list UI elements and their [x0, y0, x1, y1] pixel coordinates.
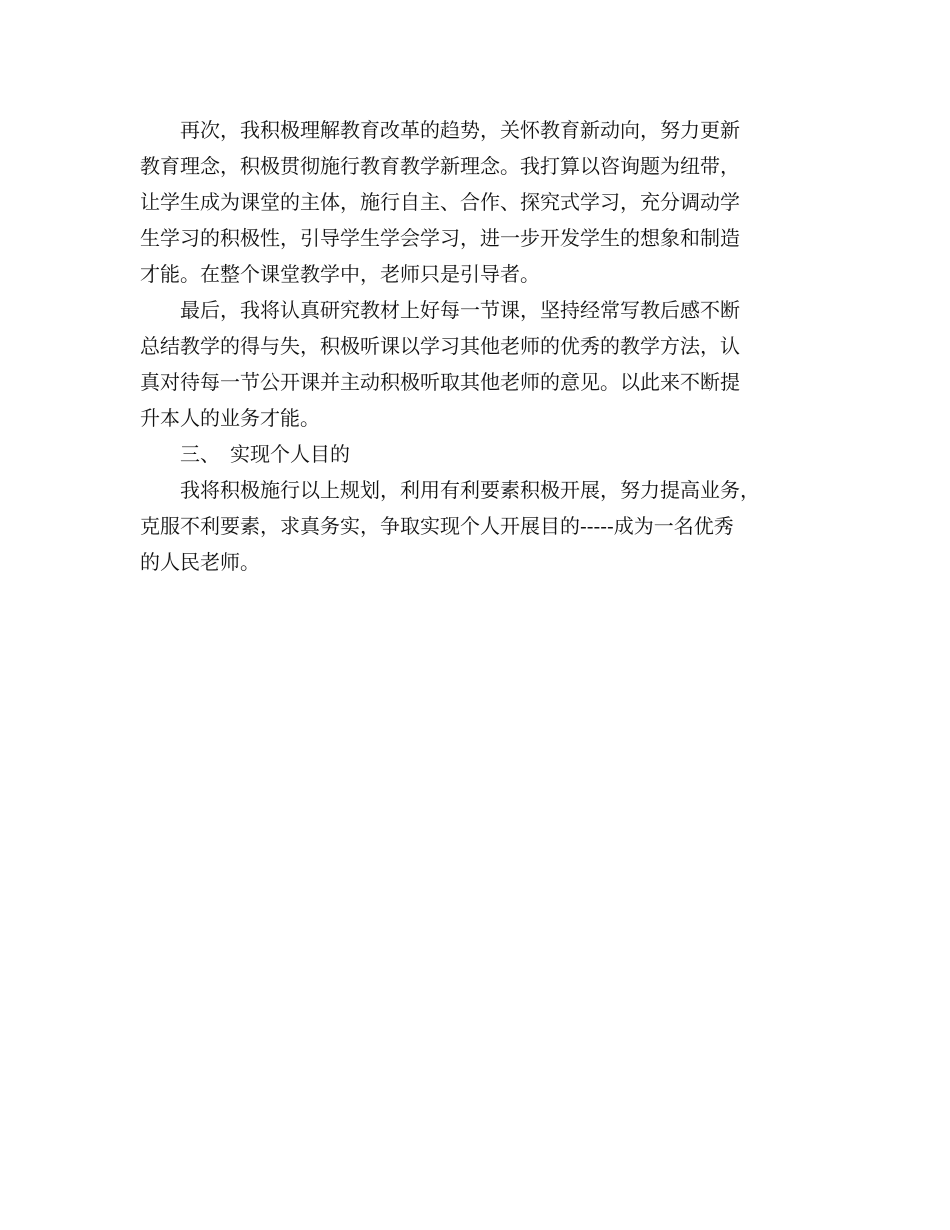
text-line: 教育理念，积极贯彻施行教育教学新理念。我打算以咨询题为纽带，: [140, 154, 740, 178]
paragraph-teaching-study: [140, 292, 820, 436]
text-line: 才能。在整个课堂教学中，老师只是引导者。: [140, 262, 540, 286]
text-line: 我将积极施行以上规划，利用有利要素积极开展，努力提高业务，: [180, 478, 760, 502]
paragraph-personal-goal: [140, 472, 820, 580]
text-line: 再次，我积极理解教育改革的趋势，关怀教育新动向，努力更新: [180, 118, 740, 142]
heading-text: 三、 实现个人目的: [180, 442, 350, 466]
paragraph-education-reform: [140, 112, 820, 292]
text-line: 克服不利要素，求真务实，争取实现个人开展目的-----成为一名优秀: [140, 514, 734, 538]
section-heading: [140, 436, 820, 472]
text-line: 真对待每一节公开课并主动积极听取其他老师的意见。以此来不断提: [140, 370, 740, 394]
text-line: 让学生成为课堂的主体，施行自主、合作、探究式学习，充分调动学: [140, 190, 740, 214]
text-line: 总结教学的得与失，积极听课以学习其他老师的优秀的教学方法，认: [140, 334, 740, 358]
text-line: 升本人的业务才能。: [140, 406, 320, 430]
text-line: 的人民老师。: [140, 550, 260, 574]
text-line: 生学习的积极性，引导学生学会学习，进一步开发学生的想象和制造: [140, 226, 740, 250]
document-body: [140, 112, 820, 580]
text-line: 最后，我将认真研究教材上好每一节课，坚持经常写教后感不断: [180, 298, 740, 322]
